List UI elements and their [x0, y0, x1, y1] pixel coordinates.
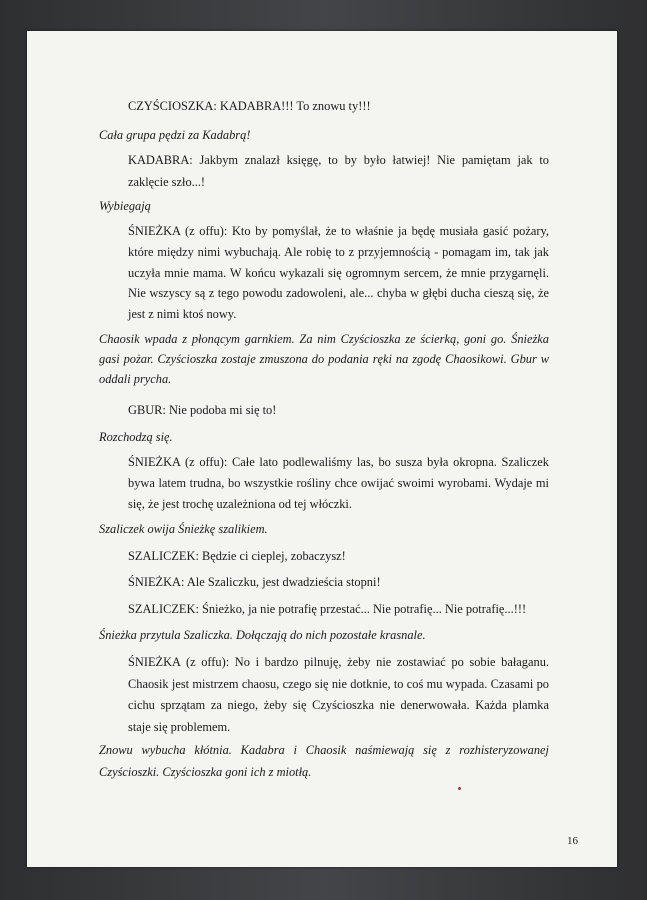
stage-direction: Rozchodzą się.	[99, 430, 173, 444]
dialogue-line: ŚNIEŻKA: Ale Szaliczku, jest dwadzieścia stopni!	[128, 575, 381, 589]
red-speck-mark	[458, 787, 461, 790]
script-page	[27, 31, 617, 867]
dialogue-line: GBUR: Nie podoba mi się to!	[128, 403, 277, 417]
stage-direction: Śnieżka przytula Szaliczka. Dołączają do nich pozostałe krasnale.	[99, 628, 426, 642]
stage-direction: Wybiegają	[99, 199, 151, 213]
stage-direction: Chaosik wpada z płonącym garnkiem. Za nim Czyścioszka ze ścierką, goni go. Śnieżka gasi pożar. Czyścioszka zostaje zmuszona do podania ręki na zgodę Chaosikowi. Gbur w oddali prycha.	[99, 332, 549, 386]
stage-direction: Cała grupa pędzi za Kadabrą!	[99, 128, 251, 142]
dialogue-line: CZYŚCIOSZKA: KADABRA!!! To znowu ty!!!	[128, 99, 371, 113]
dialogue-line: KADABRA: Jakbym znalazł księgę, to by było łatwiej! Nie pamiętam jak to zaklęcie szło...!	[128, 153, 549, 189]
dialogue-line: ŚNIEŻKA (z offu): Całe lato podlewaliśmy las, bo susza była okropna. Szaliczek bywa latem trudna, bo wszystkie rośliny chce owijać swoimi wyrobami. Wydaje mi się, że jest trochę uzależniona od tej włóczki.	[128, 455, 549, 511]
stage-direction: Szaliczek owija Śnieżkę szalikiem.	[99, 522, 268, 536]
dialogue-line: ŚNIEŻKA (z offu): Kto by pomyślał, że to właśnie ja będę musiała gasić pożary, które między nimi wybuchają. Ale robię to z przyjemnością - pomagam im, tak jak uczyła mnie mama. W końcu wykazali się ogromnym sercem, że mnie przygarnęli. Nie wszyscy są z tego powodu zadowoleni, ale... chyba w głębi ducha cieszą się, że jest z nimi ktoś nowy.	[128, 224, 549, 322]
dialogue-line: SZALICZEK: Będzie ci cieplej, zobaczysz!	[128, 549, 346, 563]
dialogue-line: SZALICZEK: Śnieżko, ja nie potrafię przestać... Nie potrafię... Nie potrafię...!!!	[128, 602, 527, 616]
dialogue-line: ŚNIEŻKA (z offu): No i bardzo pilnuję, żeby nie zostawiać po sobie bałaganu. Chaosik jest mistrzem chaosu, czego się nie dotknie, to coś mu wypada. Czasami po cichu sprzątam za niego, żeby się Czyścioszka nie denerwowała. Każda plamka staje się problemem.	[128, 655, 549, 734]
stage-direction: Znowu wybucha kłótnia. Kadabra i Chaosik naśmiewają się z rozhisteryzowanej Czyścioszki. Czyścioszka goni ich z miotłą.	[99, 743, 549, 779]
page-number: 16	[567, 835, 578, 847]
